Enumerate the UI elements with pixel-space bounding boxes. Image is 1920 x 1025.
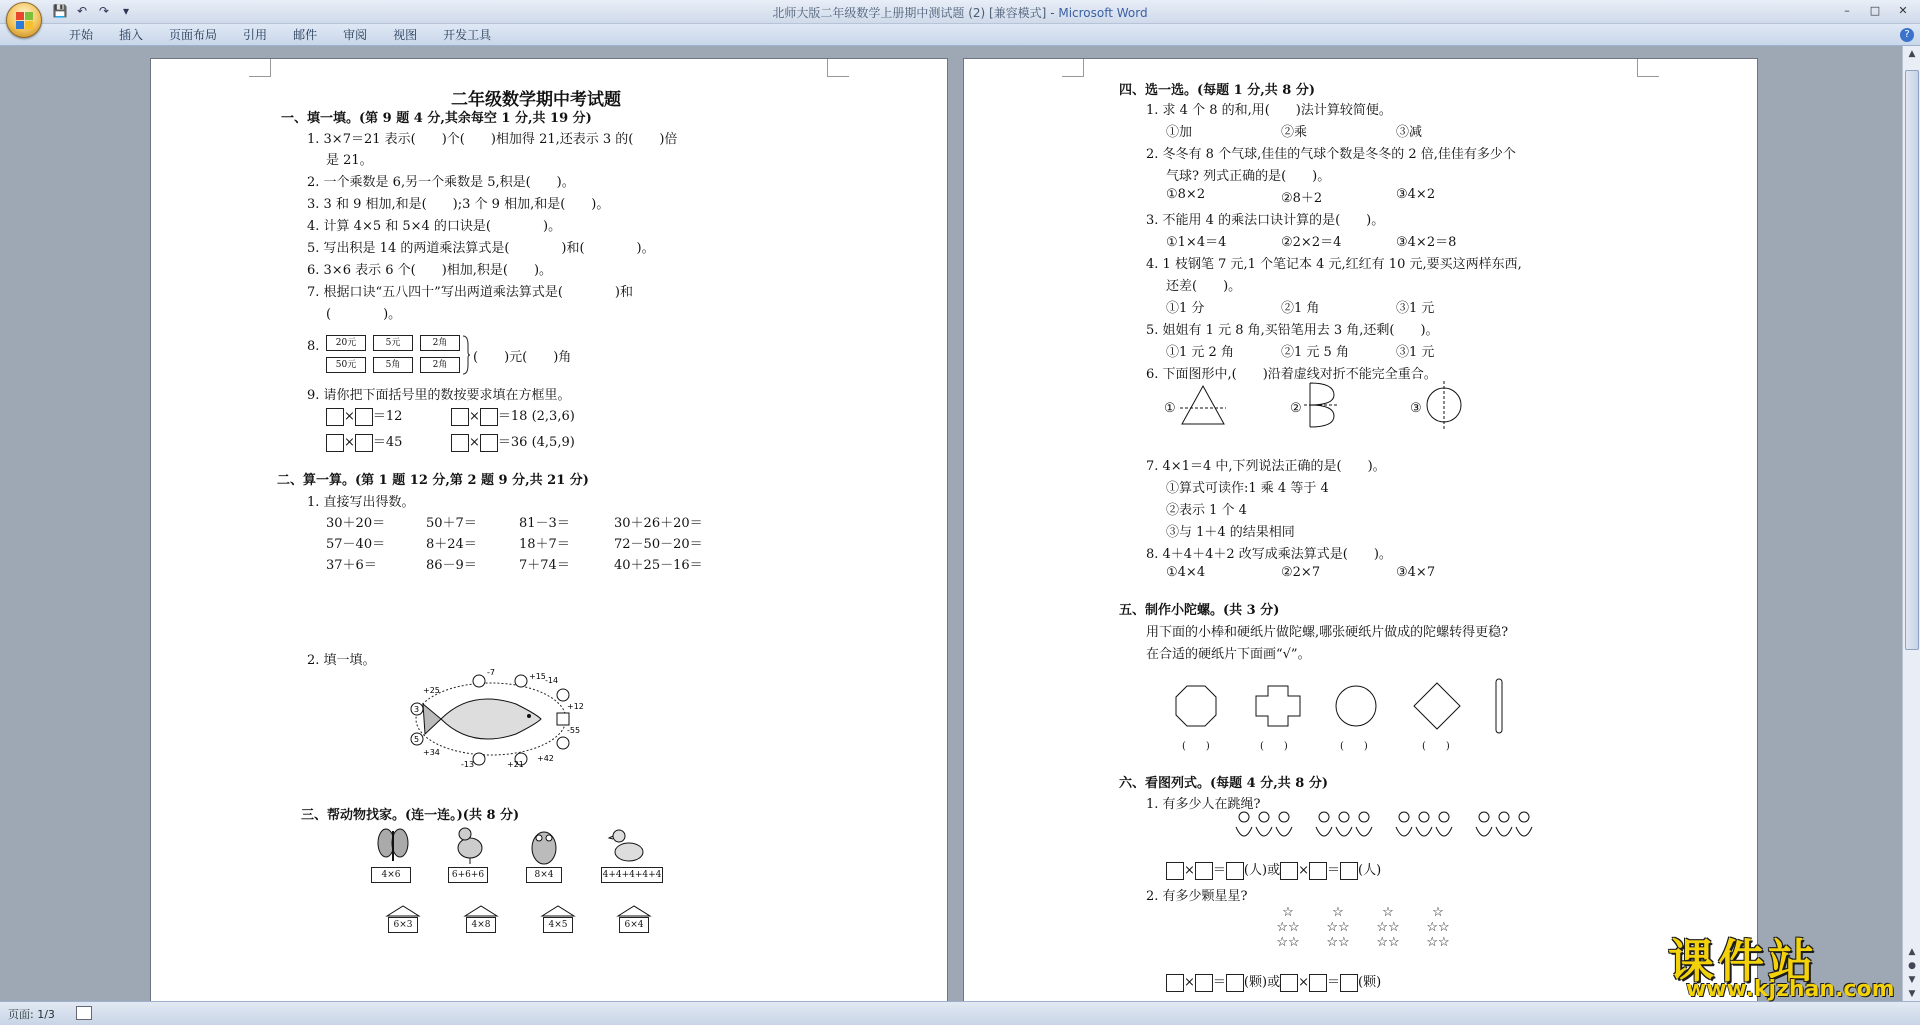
macro-record-icon[interactable] — [76, 1006, 92, 1020]
watermark-title: 课件站 — [1668, 934, 1818, 988]
star-icon: ☆ — [1276, 935, 1288, 950]
option: ③4×2＝8 — [1396, 235, 1457, 250]
option: ②表示 1 个 4 — [1166, 503, 1247, 518]
star-group — [1270, 905, 1306, 950]
tab-view[interactable]: 视图 — [393, 28, 418, 42]
s2-question-1: 1. 直接写出得数。 — [307, 495, 415, 510]
option: ③ — [1410, 401, 1422, 416]
fish-label: +21 — [507, 760, 524, 769]
calc-cell: 40＋25－16＝ — [614, 558, 703, 573]
minimize-icon[interactable]: – — [1844, 4, 1850, 17]
answer-box[interactable] — [1340, 862, 1358, 880]
house — [463, 905, 499, 935]
calc-cell: 8＋24＝ — [426, 537, 477, 552]
question-3: 3. 3 和 9 相加,和是( );3 个 9 相加,和是( )。 — [307, 197, 610, 212]
redo-icon[interactable]: ↷ — [98, 4, 110, 18]
fish-label: -14 — [545, 676, 559, 685]
calc-cell: 50＋7＝ — [426, 516, 477, 531]
question-8-answer: ( )元( )角 — [473, 350, 572, 365]
star-group — [1320, 905, 1356, 950]
choice-question-8: 8. 4＋4＋4＋2 改写成乘法算式是( )。 — [1146, 547, 1392, 562]
answer-box[interactable] — [1340, 974, 1358, 992]
option: ②1 元 5 角 — [1281, 345, 1349, 360]
answer-paren[interactable]: ( ) — [1260, 741, 1288, 752]
tab-review[interactable]: 审阅 — [343, 28, 368, 42]
option: ①1 元 2 角 — [1166, 345, 1234, 360]
star-icon: ☆ — [1376, 920, 1388, 935]
save-icon[interactable]: 💾 — [52, 4, 68, 18]
tab-developer[interactable]: 开发工具 — [443, 28, 492, 42]
fish-label: +12 — [567, 702, 584, 711]
s5-instruction-a: 用下面的小棒和硬纸片做陀螺,哪张硬纸片做成的陀螺转得更稳? — [1146, 625, 1509, 640]
answer-box[interactable] — [480, 408, 498, 426]
option: ②乘 — [1281, 125, 1308, 140]
star-icon: ☆ — [1388, 935, 1400, 950]
answer-paren[interactable]: ( ) — [1422, 741, 1450, 752]
section-6-heading: 六、看图列式。(每题 4 分,共 8 分) — [1119, 776, 1329, 791]
choice-question-5: 5. 姐姐有 1 元 8 角,买铅笔用去 3 角,还剩( )。 — [1146, 323, 1439, 338]
section-2-heading: 二、算一算。(第 1 题 12 分,第 2 题 9 分,共 21 分) — [277, 473, 589, 488]
status-bar — [0, 1001, 1920, 1025]
option: ②8＋2 — [1281, 191, 1323, 206]
option: ①1 分 — [1166, 301, 1205, 316]
option: ①加 — [1166, 125, 1193, 140]
answer-box[interactable] — [355, 408, 373, 426]
butterfly-icon — [376, 827, 410, 865]
fish-label: +15 — [529, 672, 546, 681]
money-tag: 20元 — [326, 335, 366, 351]
star-icon: ☆ — [1338, 935, 1350, 950]
option: ① — [1164, 401, 1176, 416]
star-icon: ☆ — [1326, 935, 1338, 950]
answer-box[interactable] — [1166, 974, 1184, 992]
customize-qat-icon[interactable]: ▾ — [122, 4, 130, 18]
animal-tag: 4×6 — [371, 867, 411, 883]
calc-cell: 72－50－20＝ — [614, 537, 703, 552]
house — [385, 905, 421, 935]
star-icon: ☆ — [1332, 905, 1344, 920]
question-8-number: 8. — [307, 339, 320, 354]
answer-box[interactable] — [326, 408, 344, 426]
answer-box[interactable] — [355, 434, 373, 452]
bird-icon — [453, 824, 487, 864]
option: ③4×7 — [1396, 565, 1436, 580]
fish-label: 5 — [414, 735, 420, 744]
star-icon: ☆ — [1326, 920, 1338, 935]
b-shape-icon — [1304, 381, 1338, 429]
ribbon-tabs — [56, 27, 504, 43]
stick-icon — [1494, 677, 1504, 735]
star-icon: ☆ — [1432, 905, 1444, 920]
choice-question-3: 3. 不能用 4 的乘法口诀计算的是( )。 — [1146, 213, 1385, 228]
calc-cell: 57－40＝ — [326, 537, 386, 552]
select-browse-object-icon[interactable]: ● — [1908, 961, 1916, 971]
option: ①算式可读作:1 乘 4 等于 4 — [1166, 481, 1329, 496]
tab-home[interactable]: 开始 — [69, 28, 94, 42]
brace-icon — [462, 335, 470, 375]
house-tag: 4×5 — [543, 917, 573, 933]
roof-icon — [616, 905, 652, 917]
owl-icon — [529, 824, 559, 866]
question-2: 2. 一个乘数是 6,另一个乘数是 5,积是( )。 — [307, 175, 575, 190]
house-tag: 4×8 — [466, 917, 496, 933]
calc-cell: 18＋7＝ — [519, 537, 570, 552]
window-controls — [1834, 2, 1916, 20]
tab-mailings[interactable]: 邮件 — [293, 28, 318, 42]
star-group — [1420, 905, 1456, 950]
page-2[interactable] — [963, 58, 1758, 1018]
calc-cell: 30＋20＝ — [326, 516, 386, 531]
star-icon: ☆ — [1338, 920, 1350, 935]
q9-row-2b: × ＝36 (4,5,9) — [451, 431, 575, 452]
answer-paren[interactable]: ( ) — [1182, 741, 1210, 752]
fish-label: -13 — [461, 760, 475, 769]
answer-box[interactable] — [1309, 862, 1327, 880]
star-icon: ☆ — [1288, 920, 1300, 935]
choice-question-6: 6. 下面图形中,( )沿着虚线对折不能完全重合。 — [1146, 367, 1437, 382]
s6-q1-answer: × ＝ (人)或 × ＝ (人) — [1166, 859, 1381, 880]
calc-cell: 30＋26＋20＝ — [614, 516, 703, 531]
fish-diagram — [401, 668, 584, 769]
page-title: 二年级数学期中考试题 — [451, 90, 621, 110]
star-icon: ☆ — [1426, 920, 1438, 935]
octagon-card-icon — [1174, 684, 1218, 728]
choice-question-4b: 还差( )。 — [1166, 279, 1242, 294]
question-7b: ( )。 — [326, 307, 402, 322]
animal-tag: 8×4 — [526, 867, 562, 883]
answer-box[interactable] — [1166, 862, 1184, 880]
star-icon: ☆ — [1426, 935, 1438, 950]
question-6: 6. 3×6 表示 6 个( )相加,积是( )。 — [307, 263, 553, 278]
star-group — [1370, 905, 1406, 950]
circle-shape-icon — [1424, 381, 1464, 429]
next-page-icon[interactable]: ▼ — [1908, 975, 1916, 985]
question-1b: 是 21。 — [326, 153, 373, 168]
title-bar — [0, 0, 1920, 24]
calc-cell: 86－9＝ — [426, 558, 477, 573]
page-1[interactable] — [150, 58, 948, 1018]
question-7a: 7. 根据口诀“五八四十”写出两道乘法算式是( )和 — [307, 285, 633, 300]
maximize-icon[interactable]: □ — [1869, 4, 1881, 17]
option: ③与 1＋4 的结果相同 — [1166, 525, 1295, 540]
option: ①4×4 — [1166, 565, 1206, 580]
choice-question-7: 7. 4×1＝4 中,下列说法正确的是( )。 — [1146, 459, 1386, 474]
s6-q2-answer: × ＝ (颗)或 × ＝ (颗) — [1166, 971, 1381, 992]
q9-row-2a: × ＝45 — [326, 431, 402, 452]
answer-box[interactable] — [1226, 974, 1244, 992]
answer-box[interactable] — [451, 408, 469, 426]
scroll-up-icon[interactable]: ▲ — [1908, 49, 1916, 59]
option: ②1 角 — [1281, 301, 1320, 316]
question-9: 9. 请你把下面括号里的数按要求填在方框里。 — [307, 388, 571, 403]
star-icon: ☆ — [1438, 935, 1450, 950]
duck-icon — [609, 824, 645, 864]
diamond-card-icon — [1412, 681, 1462, 731]
answer-box[interactable] — [451, 434, 469, 452]
roof-icon — [463, 905, 499, 917]
s5-instruction-b: 在合适的硬纸片下面画“√”。 — [1146, 647, 1311, 662]
choice-question-1: 1. 求 4 个 8 的和,用( )法计算较简便。 — [1146, 103, 1392, 118]
option: ② — [1290, 401, 1302, 416]
question-5: 5. 写出积是 14 的两道乘法算式是( )和( )。 — [307, 241, 655, 256]
star-icon: ☆ — [1276, 920, 1288, 935]
option: ③1 元 — [1396, 301, 1435, 316]
prev-page-icon[interactable]: ▲ — [1908, 947, 1916, 957]
help-icon[interactable]: ? — [1900, 28, 1914, 42]
watermark — [1666, 925, 1896, 1005]
tab-page-layout[interactable]: 页面布局 — [169, 28, 218, 42]
house — [616, 905, 652, 935]
star-icon: ☆ — [1282, 905, 1294, 920]
ribbon — [0, 24, 1920, 46]
answer-box[interactable] — [1280, 974, 1298, 992]
calc-cell: 37＋6＝ — [326, 558, 377, 573]
window-title: 北师大版二年级数学上册期中测试题 (2) [兼容模式] - Microsoft Word — [772, 6, 1148, 20]
document-workspace — [0, 46, 1902, 1001]
fish-label: +34 — [423, 748, 440, 757]
option: ②2×7 — [1281, 565, 1321, 580]
star-icon: ☆ — [1376, 935, 1388, 950]
answer-box[interactable] — [326, 434, 344, 452]
calc-cell: 81－3＝ — [519, 516, 570, 531]
scroll-down-icon[interactable]: ▼ — [1908, 989, 1916, 999]
star-icon: ☆ — [1388, 920, 1400, 935]
star-icon: ☆ — [1382, 905, 1394, 920]
circle-card-icon — [1334, 684, 1378, 728]
jump-rope-people — [1232, 809, 1532, 845]
money-tag: 5角 — [373, 357, 413, 373]
answer-box[interactable] — [1309, 974, 1327, 992]
house-tag: 6×3 — [388, 917, 418, 933]
watermark-url: www.kjzhan.com — [1686, 977, 1895, 1002]
scrollbar-thumb[interactable] — [1905, 70, 1919, 650]
animal-tag: 6+6+6 — [448, 867, 488, 883]
close-icon[interactable]: ✕ — [1898, 4, 1908, 17]
option: ②2×2＝4 — [1281, 235, 1342, 250]
money-tag: 2角 — [420, 357, 460, 373]
office-button[interactable] — [6, 2, 42, 38]
triangle-shape-icon — [1180, 384, 1226, 426]
star-icon: ☆ — [1438, 920, 1450, 935]
q9-row-1a: × ＝12 — [326, 405, 402, 426]
s6-question-2: 2. 有多少颗星星? — [1146, 889, 1248, 904]
calc-cell: 7＋74＝ — [519, 558, 570, 573]
section-5-heading: 五、制作小陀螺。(共 3 分) — [1119, 603, 1280, 618]
choice-question-2a: 2. 冬冬有 8 个气球,佳佳的气球个数是冬冬的 2 倍,佳佳有多少个 — [1146, 147, 1516, 162]
fish-label: 3 — [414, 705, 420, 714]
q9-row-1b: × ＝18 (2,3,6) — [451, 405, 575, 426]
tab-references[interactable]: 引用 — [243, 28, 268, 42]
question-1a: 1. 3×7＝21 表示( )个( )相加得 21,还表示 3 的( )倍 — [307, 132, 678, 147]
option: ③减 — [1396, 125, 1423, 140]
section-1-heading: 一、填一填。(第 9 题 4 分,其余每空 1 分,共 19 分) — [281, 111, 592, 126]
roof-icon — [385, 905, 421, 917]
money-tag: 5元 — [373, 335, 413, 351]
s6-question-1: 1. 有多少人在跳绳? — [1146, 797, 1261, 812]
cross-card-icon — [1254, 684, 1302, 728]
section-4-heading: 四、选一选。(每题 1 分,共 8 分) — [1119, 83, 1316, 98]
money-tag: 2角 — [420, 335, 460, 351]
choice-question-2b: 气球? 列式正确的是( )。 — [1166, 169, 1331, 184]
answer-box[interactable] — [1195, 862, 1213, 880]
answer-box[interactable] — [1195, 974, 1213, 992]
fish-label: -55 — [567, 726, 581, 735]
answer-box[interactable] — [1226, 862, 1244, 880]
option: ①8×2 — [1166, 187, 1206, 202]
page-indicator[interactable]: 页面: 1/3 — [8, 1008, 55, 1021]
choice-question-4a: 4. 1 枝钢笔 7 元,1 个笔记本 4 元,红红有 10 元,要买这两样东西, — [1146, 257, 1522, 272]
option: ③1 元 — [1396, 345, 1435, 360]
undo-icon[interactable]: ↶ — [76, 4, 88, 18]
office-logo-icon — [16, 12, 34, 30]
answer-box[interactable] — [480, 434, 498, 452]
fish-label: -7 — [487, 668, 495, 677]
option: ①1×4＝4 — [1166, 235, 1227, 250]
fish-label: +42 — [537, 754, 554, 763]
vertical-scrollbar[interactable] — [1902, 46, 1920, 1001]
option: ③4×2 — [1396, 187, 1436, 202]
roof-icon — [540, 905, 576, 917]
question-4: 4. 计算 4×5 和 5×4 的口诀是( )。 — [307, 219, 562, 234]
animal-tag: 4+4+4+4+4 — [601, 867, 663, 883]
house — [540, 905, 576, 935]
fish-label: +25 — [423, 686, 440, 695]
s2-question-2: 2. 填一填。 — [307, 653, 376, 668]
star-icon: ☆ — [1288, 935, 1300, 950]
answer-paren[interactable]: ( ) — [1340, 741, 1368, 752]
tab-insert[interactable]: 插入 — [119, 28, 144, 42]
house-tag: 6×4 — [619, 917, 649, 933]
money-tag: 50元 — [326, 357, 366, 373]
star-groups — [1270, 905, 1530, 955]
answer-box[interactable] — [1280, 862, 1298, 880]
section-3-heading: 三、帮动物找家。(连一连。)(共 8 分) — [301, 808, 520, 823]
